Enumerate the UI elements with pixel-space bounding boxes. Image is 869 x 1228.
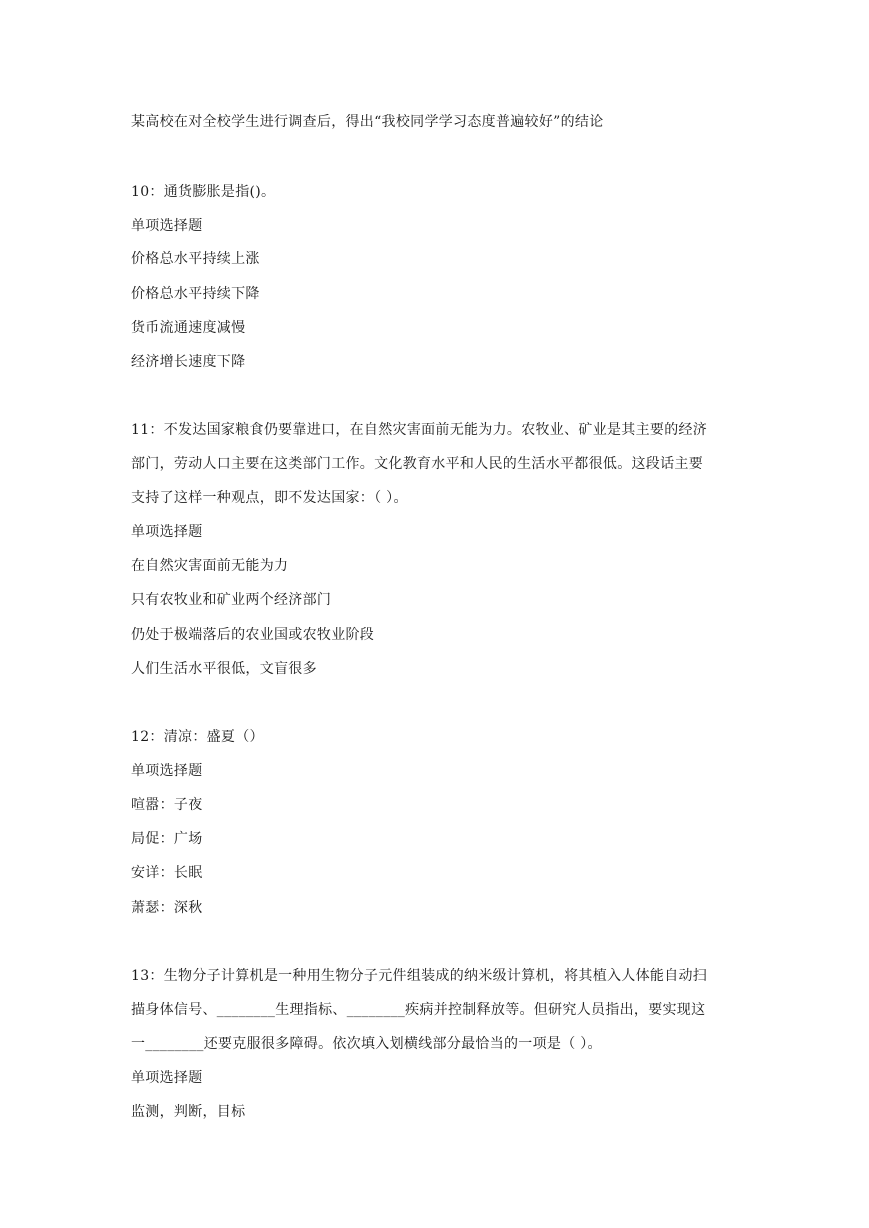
question-11-option-2: 只有农牧业和矿业两个经济部门 [131, 592, 332, 608]
question-10-stem-line-1: 10：通货膨胀是指()。 [131, 184, 276, 200]
question-11-stem-line-2: 部门，劳动人口主要在这类部门工作。文化教育水平和人民的生活水平都很低。这段话主要 [131, 456, 703, 472]
question-13-stem-line-2: 描身体信号、________生理指标、________疾病并控制释放等。但研究人员指出，要实现这 [131, 1002, 706, 1018]
question-11-stem-line-1: 11：不发达国家粮食仍要靠进口，在自然灾害面前无能为力。农牧业、矿业是其主要的经济 [131, 422, 708, 438]
question-11-stem-line-3: 支持了这样一种观点，即不发达国家：（ ）。 [131, 490, 408, 506]
question-11-type: 单项选择题 [131, 524, 203, 540]
question-10-option-4: 经济增长速度下降 [131, 354, 246, 370]
question-13-stem-line-3: 一________还要克服很多障碍。依次填入划横线部分最恰当的一项是（ ）。 [131, 1036, 602, 1052]
question-13-type: 单项选择题 [131, 1070, 203, 1086]
question-10-option-3: 货币流通速度减慢 [131, 320, 246, 336]
question-12-option-1: 喧嚣：子夜 [131, 797, 203, 813]
question-12-option-4: 萧瑟：深秋 [131, 900, 203, 916]
question-13-option-1: 监测，判断，目标 [131, 1104, 246, 1120]
intro-text: 某高校在对全校学生进行调查后，得出“我校同学学习态度普遍较好”的结论 [131, 114, 604, 130]
question-10-option-2: 价格总水平持续下降 [131, 286, 260, 302]
question-12-option-3: 安详：长眠 [131, 865, 203, 881]
question-12-type: 单项选择题 [131, 763, 203, 779]
question-10-type: 单项选择题 [131, 218, 203, 234]
question-10-option-1: 价格总水平持续上涨 [131, 251, 260, 267]
question-13-stem-line-1: 13：生物分子计算机是一种用生物分子元件组装成的纳米级计算机，将其植入人体能自动扫 [131, 968, 708, 984]
question-12-option-2: 局促：广场 [131, 831, 203, 847]
question-12-stem-line-1: 12：清凉：盛夏（） [131, 729, 264, 745]
question-11-option-4: 人们生活水平很低，文盲很多 [131, 661, 317, 677]
question-11-option-3: 仍处于极端落后的农业国或农牧业阶段 [131, 627, 375, 643]
question-11-option-1: 在自然灾害面前无能为力 [131, 558, 289, 574]
